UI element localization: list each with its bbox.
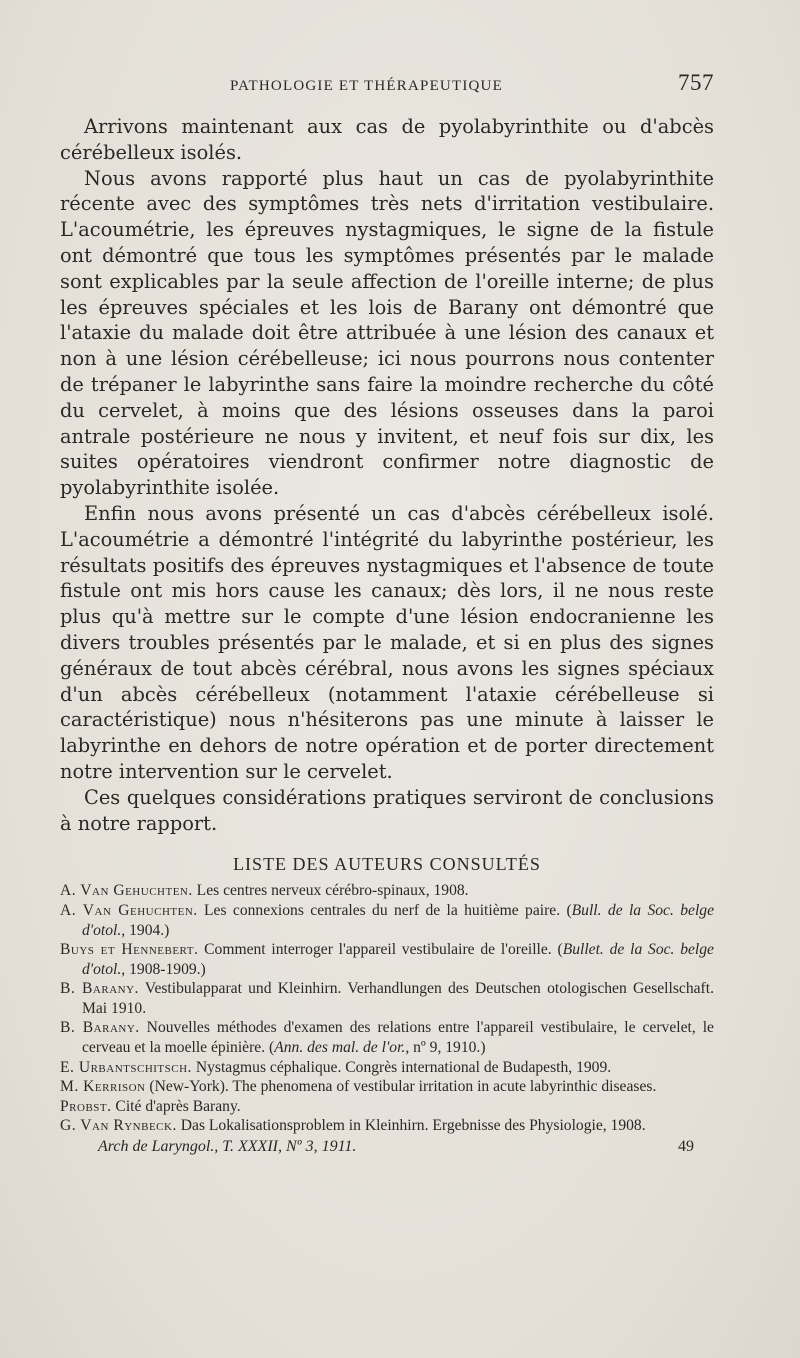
reference-text: Vestibulapparat und Kleinhirn. Verhandlungen des Deutschen otologischen Gesellschaft. Mai 1910. — [82, 980, 714, 1017]
reference-item — [60, 901, 714, 940]
reference-author: B. Barany. — [60, 980, 139, 998]
paragraph: Enfin nous avons présenté un cas d'abcès cérébelleux isolé. L'acoumétrie a démontré l'intégrité du labyrinthe postérieur, les résultats positifs des épreuves nystagmiques et l'absence de toute fistule ont mis hors cause les canaux; dès lors, il ne nous reste plus qu'à mettre sur le compte d'une lésion endocranienne les divers troubles présentés par le malade, et si en plus des signes généraux de tout abcès cérébral, nous avons les signes spéciaux d'un abcès cérébelleux (notamment l'ataxie cérébelleuse si caractéristique) nous n'hésiterons pas une minute à laisser le labyrinthe en dehors de notre opération et de porter directement notre intervention sur le cervelet. — [60, 501, 714, 783]
reference-text: Cité d'après Barany. — [111, 1097, 241, 1115]
reference-item — [60, 1058, 714, 1078]
reference-author: B. Barany. — [60, 1019, 140, 1037]
reference-author: G. Van Rynbeck. — [60, 1117, 177, 1135]
reference-item — [60, 1097, 714, 1117]
reference-text: Comment interroger l'appareil vestibulaire de l'oreille. ( — [198, 941, 563, 959]
signature-mark: 49 — [678, 1138, 694, 1156]
reference-tail: , 1908-1909.) — [121, 960, 206, 978]
paragraph: Nous avons rapporté plus haut un cas de pyolabyrinthite récente avec des symptômes très nets d'irritation vestibulaire. L'acoumétrie, les épreuves nystagmiques, le signe de la fistule ont démontré que tous les symptômes présentés par le malade sont explicables par la seule affection de l'oreille interne; de plus les épreuves spéciales et les lois de Barany ont démontré que l'ataxie du malade doit être attribuée à une lésion des canaux et non à une lésion cérébelleuse; ici nous pourrons nous contenter de trépaner le labyrinthe sans faire la moindre recherche du côté du cervelet, à moins que des lésions osseuses dans la paroi antrale postérieure ne nous y invitent, et neuf fois sur dix, les suites opératoires viendront confirmer notre diagnostic de pyolabyrinthite isolée. — [60, 166, 714, 500]
references-list — [60, 881, 714, 1136]
reference-author: M. Kerrison — [60, 1078, 146, 1096]
reference-author: Probst. — [60, 1097, 112, 1115]
reference-item — [60, 940, 714, 979]
reference-item — [60, 1018, 714, 1057]
reference-text: Les centres nerveux cérébro-spinaux, 1908. — [192, 882, 469, 900]
reference-journal: Bullet. de la Soc. belge d'otol. — [82, 941, 714, 978]
page-footer — [60, 1138, 714, 1156]
reference-author: Buys et Hennebert. — [60, 941, 199, 959]
page-number: 757 — [678, 70, 714, 95]
reference-tail: , nº 9, 1910.) — [405, 1039, 486, 1057]
reference-item — [60, 1116, 714, 1136]
reference-journal: Ann. des mal. de l'or. — [274, 1039, 406, 1057]
paragraph: Arrivons maintenant aux cas de pyolabyrinthite ou d'abcès cérébelleux isolés. — [60, 115, 714, 164]
reference-text: Das Lokalisationsproblem in Kleinhirn. Ergebnisse des Physiologie, 1908. — [176, 1117, 646, 1135]
reference-text: Nystagmus céphalique. Congrès international de Budapesth, 1909. — [191, 1058, 612, 1076]
reference-text: Les connexions centrales du nerf de la huitième paire. ( — [197, 901, 572, 919]
reference-item — [60, 1077, 714, 1097]
body-text — [60, 114, 714, 836]
reference-text: Nouvelles méthodes d'examen des relations entre l'appareil vestibulaire, le cervelet, le cerveau et la moelle épinière. ( — [82, 1019, 714, 1057]
paragraph: Ces quelques considérations pratiques serviront de conclusions à notre rapport. — [60, 785, 714, 835]
references-title: LISTE DES AUTEURS CONSULTÉS — [233, 854, 541, 875]
reference-author: A. Van Gehuchten. — [60, 901, 198, 919]
reference-text: (New-York). The phenomena of vestibular irritation in acute labyrinthic diseases. — [145, 1078, 657, 1096]
journal-citation: Arch de Laryngol., T. XXXII, Nº 3, 1911. — [98, 1138, 357, 1156]
reference-author: E. Urbantschitsch. — [60, 1058, 192, 1076]
reference-author: A. Van Gehuchten. — [60, 882, 193, 900]
running-title: PATHOLOGIE ET THÉRAPEUTIQUE — [230, 78, 503, 94]
page-header — [60, 70, 714, 96]
reference-journal: Bull. de la Soc. belge d'otol. — [82, 901, 714, 939]
reference-item — [60, 979, 714, 1018]
reference-item — [60, 881, 714, 901]
reference-tail: , 1904.) — [121, 921, 170, 939]
